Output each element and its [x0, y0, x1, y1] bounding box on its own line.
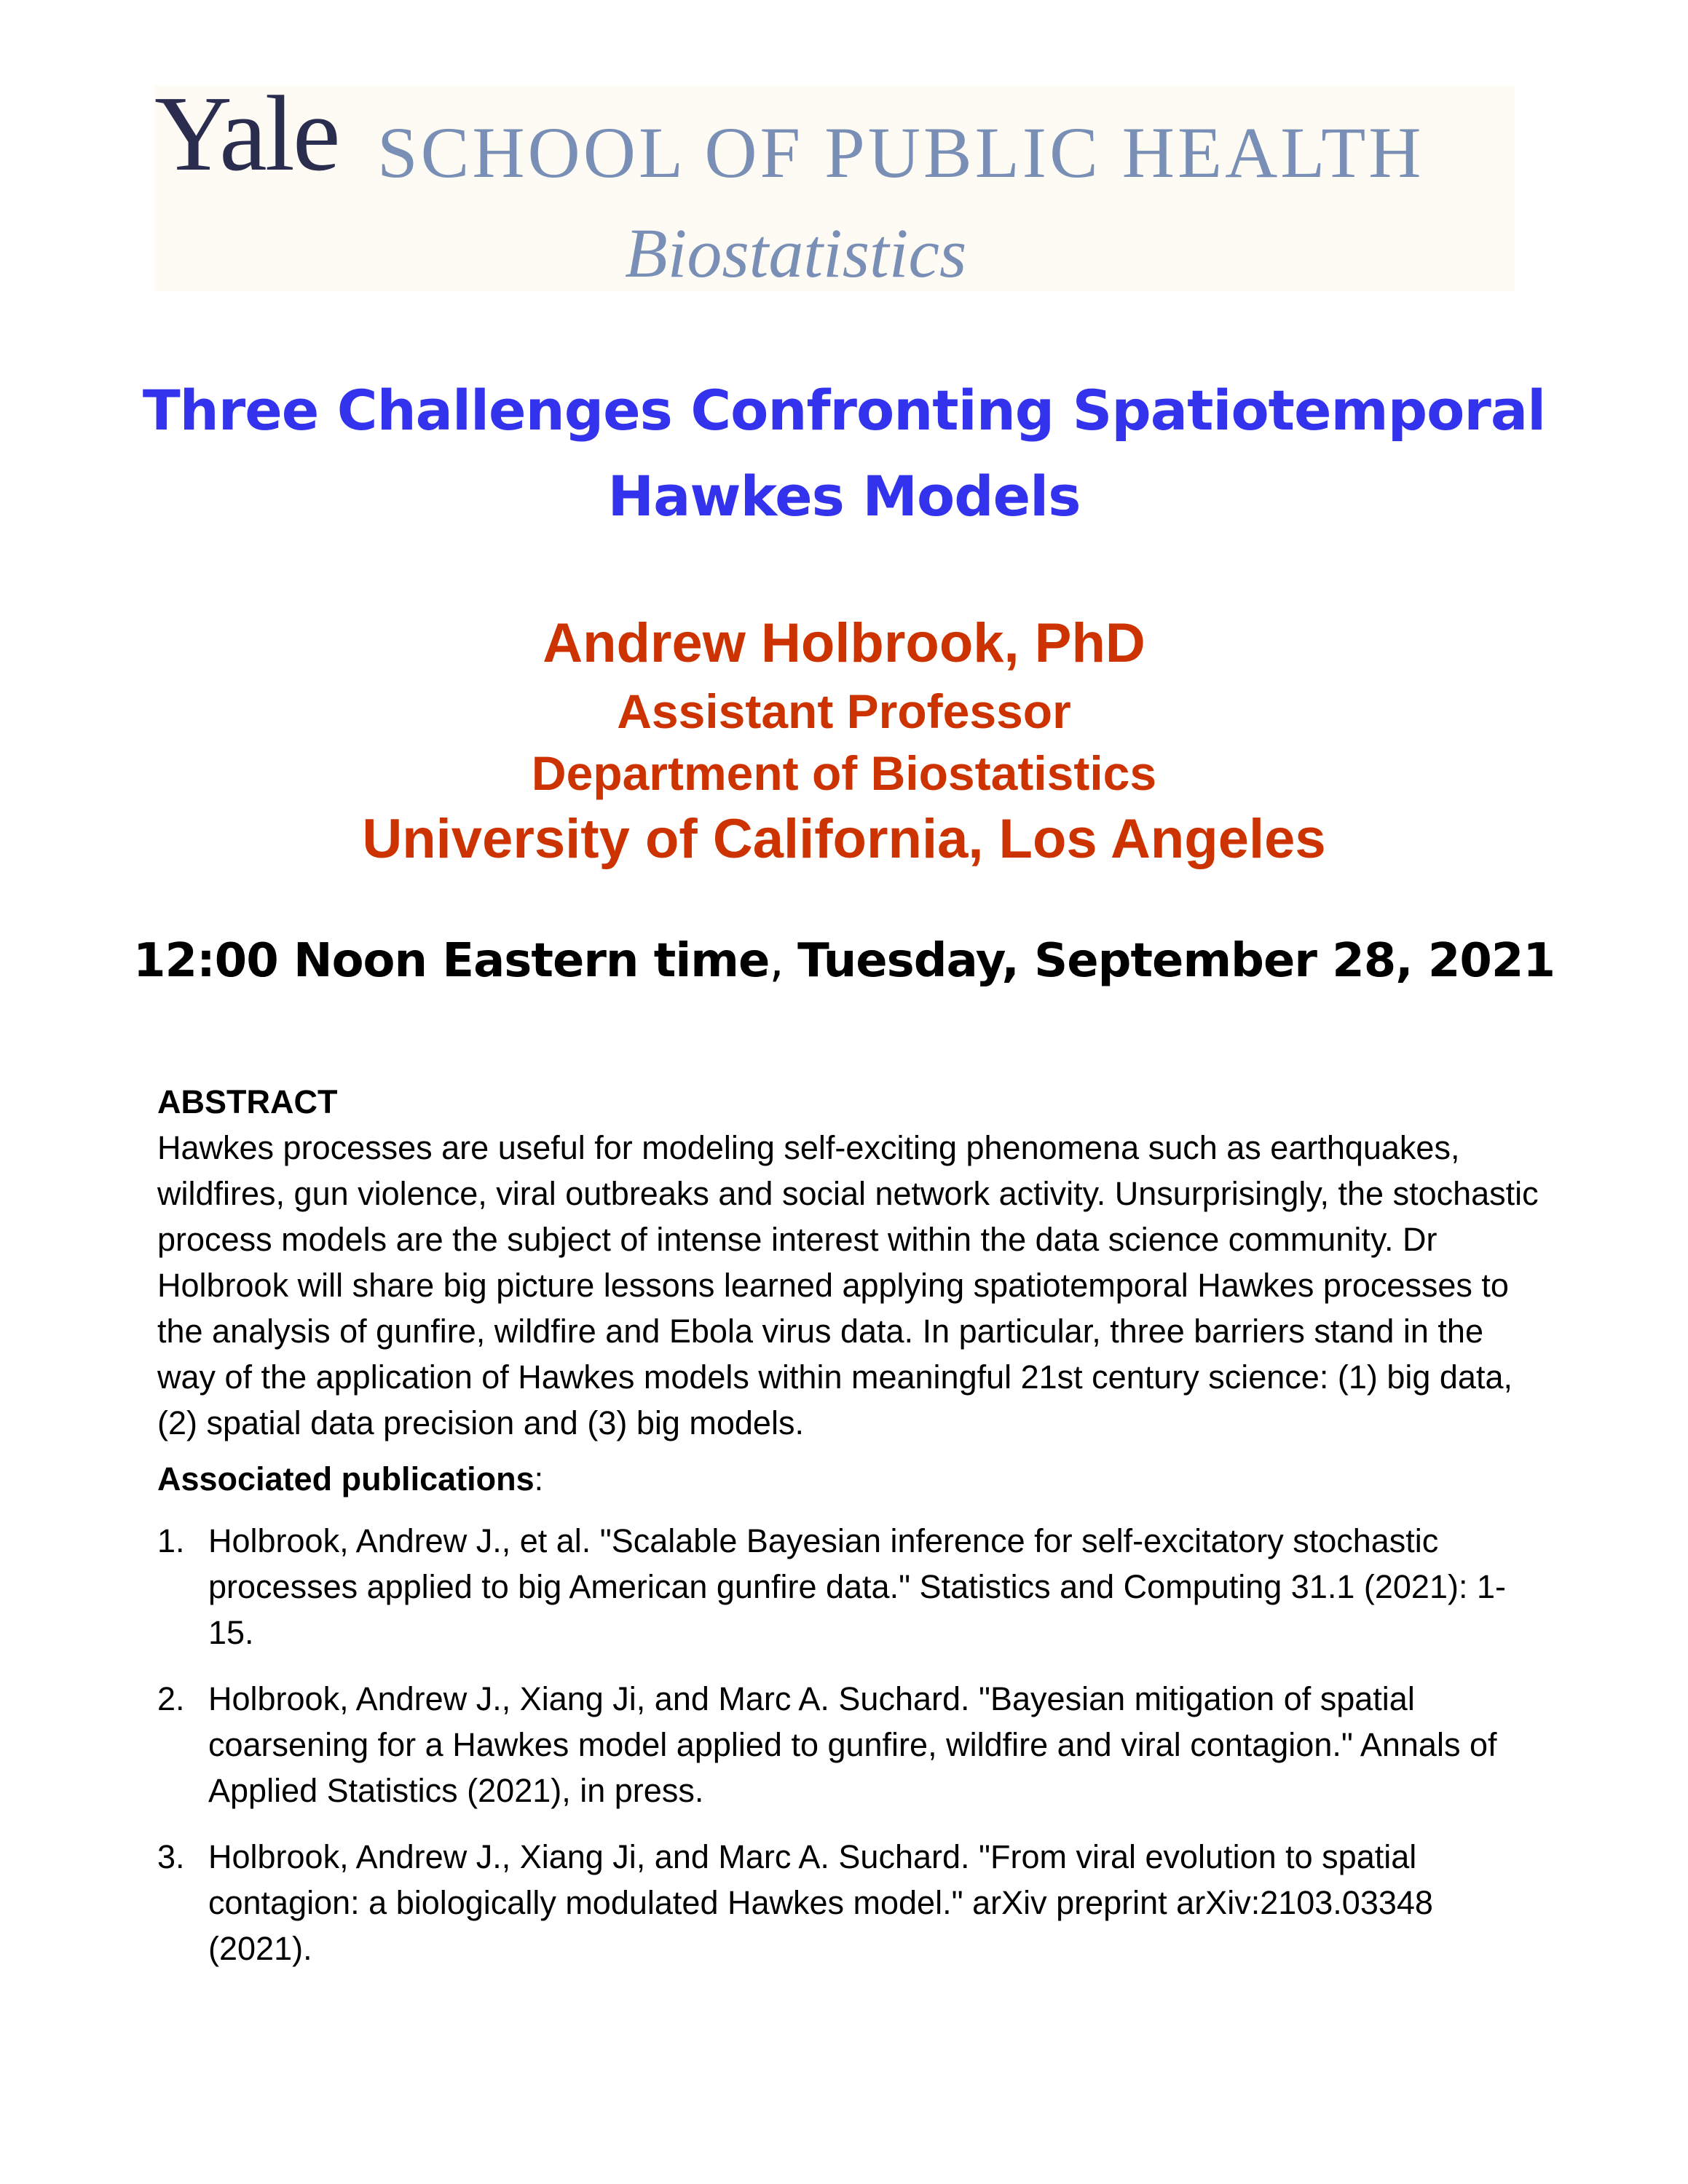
logo-department-name: Biostatistics: [625, 214, 967, 292]
publication-citation: Holbrook, Andrew J., Xiang Ji, and Marc A. Suchard. "From viral evolution to spatial contagion: a biologically modulated Hawkes model." arXiv preprint arXiv:2103.03348 (2021).: [208, 1838, 1433, 1967]
publication-item: [157, 1518, 1541, 1655]
talk-title-line-2: Hawkes Models: [607, 464, 1081, 529]
publication-citation: Holbrook, Andrew J., Xiang Ji, and Marc A. Suchard. "Bayesian mitigation of spatial coarsening for a Hawkes model applied to gunfire, wildfire and viral contagion." Annals of Applied Statistics (2021), in press.: [208, 1680, 1497, 1809]
publication-number: 2.: [157, 1680, 185, 1717]
speaker-university: University of California, Los Angeles: [362, 808, 1326, 870]
publication-item: [157, 1676, 1541, 1813]
talk-title: [87, 368, 1601, 539]
main-content: [157, 1079, 1541, 1992]
publication-item: [157, 1834, 1541, 1971]
speaker-department: Department of Biostatistics: [531, 746, 1157, 800]
event-separator: ,: [769, 934, 798, 988]
publications-heading-label: Associated publications: [157, 1460, 535, 1497]
speaker-title: Assistant Professor: [617, 684, 1071, 738]
talk-title-line-1: Three Challenges Confronting Spatiotemporal: [142, 378, 1546, 443]
publications-heading-colon: :: [534, 1460, 544, 1497]
event-time: 12:00 Noon Eastern time: [133, 934, 770, 988]
publication-citation: Holbrook, Andrew J., et al. "Scalable Bayesian inference for self-excitatory stochastic processes applied to big American gunfire data." Statistics and Computing 31.1 (2021): 1-15.: [208, 1522, 1506, 1651]
abstract-heading: ABSTRACT: [157, 1083, 338, 1120]
abstract-text: Hawkes processes are useful for modeling self-exciting phenomena such as earthquakes, wildfires, gun violence, viral outbreaks and social network activity. Unsurprisingly, the stochastic process models are the subject of intense interest within the data science community. Dr Holbrook will share big picture lessons learned applying spatiotemporal Hawkes processes to the analysis of gunfire, wildfire and Ebola virus data. In particular, three barriers stand in the way of the application of Hawkes models within meaningful 21st century science: (1) big data, (2) spatial data precision and (3) big models.: [157, 1129, 1539, 1441]
publication-number: 3.: [157, 1838, 185, 1875]
event-datetime: [87, 926, 1601, 996]
logo-school-name: SCHOOL OF PUBLIC HEALTH: [377, 112, 1424, 193]
logo-yale-wordmark: Yale: [154, 74, 339, 194]
publication-number: 1.: [157, 1522, 185, 1559]
publications-heading: [157, 1456, 1541, 1502]
event-date: Tuesday, September 28, 2021: [797, 934, 1555, 988]
speaker-name: Andrew Holbrook, PhD: [543, 612, 1145, 674]
publications-list: [157, 1518, 1541, 1971]
